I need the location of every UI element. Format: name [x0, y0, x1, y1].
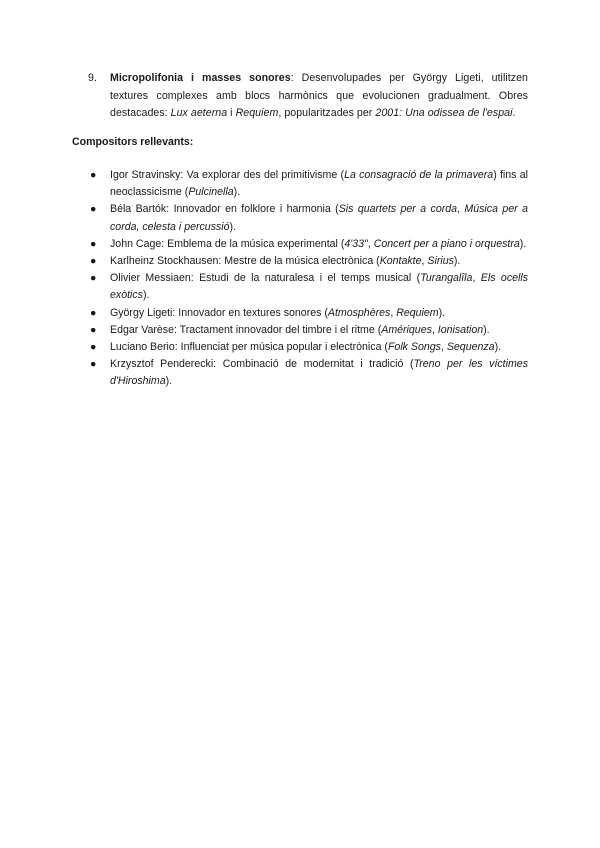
- composer-text: John Cage: Emblema de la música experimental (: [110, 237, 345, 250]
- composer-text: Igor Stravinsky: Va explorar des del primitivisme (: [110, 169, 345, 181]
- item-number: 9.: [88, 72, 97, 84]
- work-title: Treno per les víctimes d'Hiroshima: [110, 358, 528, 388]
- work-title: Amériques: [381, 323, 432, 336]
- work-title: Sirius: [427, 255, 454, 268]
- item-body: [110, 70, 528, 123]
- composer-list-item: [90, 356, 528, 390]
- composer-text: Béla Bartók: Innovador en folklore i harmonia (: [110, 203, 339, 216]
- composer-text: ).: [494, 341, 502, 354]
- composer-text: ).: [519, 237, 527, 250]
- section-heading: Compositors rellevants:: [72, 136, 194, 148]
- bullet-icon: ●: [90, 255, 97, 268]
- work-title: Sequenza: [446, 341, 495, 354]
- work-title: Folk Songs: [387, 341, 441, 354]
- bullet-icon: ●: [90, 358, 97, 371]
- composer-text: ).: [438, 306, 446, 319]
- composer-text: ,: [421, 255, 428, 268]
- composer-text: ,: [457, 203, 465, 216]
- composer-text: ,: [431, 323, 438, 336]
- bullet-icon: ●: [90, 203, 97, 216]
- composer-text: Edgar Varèse: Tractament innovador del timbre i el ritme (: [110, 323, 382, 336]
- composer-list-item: [90, 253, 528, 270]
- composer-list: [90, 167, 528, 391]
- composer-text: ).: [233, 186, 241, 199]
- work-title: Kontakte: [379, 255, 422, 268]
- composer-list-item: [90, 339, 528, 356]
- composer-list-item: [90, 305, 528, 322]
- bullet-icon: ●: [90, 272, 97, 285]
- work-title: Sis quartets per a corda: [338, 203, 458, 216]
- work-title: 4'33": [344, 237, 368, 250]
- item-text: i: [227, 107, 236, 120]
- composer-text: ,: [472, 272, 481, 285]
- item-title: Micropolifonia i masses sonores: [110, 72, 291, 84]
- composer-text: ).: [229, 220, 237, 233]
- work-title: 2001: Una odissea de l'espai: [375, 107, 513, 120]
- composer-text: ).: [483, 323, 490, 336]
- composer-text: Karlheinz Stockhausen: Mestre de la música electrònica (: [110, 255, 380, 268]
- work-title: Ionisation: [437, 323, 484, 336]
- work-title: Turangalîla: [420, 272, 473, 285]
- work-title: Pulcinella: [188, 186, 234, 199]
- composer-text: Luciano Berio: Influenciat per música popular i electrònica (: [110, 341, 388, 354]
- composer-list-item: [90, 236, 528, 253]
- work-title: Els ocells exòtics: [110, 272, 529, 302]
- composer-text: ).: [142, 289, 150, 302]
- composer-text: ,: [440, 341, 447, 354]
- work-title: Música per a corda, celesta i percussió: [110, 203, 528, 233]
- bullet-icon: ●: [90, 169, 97, 181]
- bullet-icon: ●: [90, 306, 97, 319]
- composer-list-item: [90, 270, 528, 304]
- composer-list-item: [90, 322, 528, 339]
- work-title: Concert per a piano i orquestra: [373, 237, 520, 250]
- composer-text: Krzysztof Penderecki: Combinació de modernitat i tradició (: [110, 358, 414, 371]
- composer-list-item: [90, 167, 528, 201]
- bullet-icon: ●: [90, 237, 97, 250]
- composer-text: György Ligeti: Innovador en textures sonores (: [110, 306, 328, 319]
- numbered-item-9: [90, 70, 528, 123]
- item-text: : Desenvolupades per György Ligeti, utilitzen textures complexes amb blocs harmònics que evolucionen gradualment. Obres destacades:: [110, 72, 528, 120]
- bullet-icon: ●: [90, 323, 97, 336]
- work-title: Requiem: [396, 306, 439, 319]
- composer-text: ,: [390, 306, 397, 319]
- item-text: .: [512, 107, 516, 120]
- work-title: Atmosphères: [327, 306, 391, 319]
- composer-text: ) fins al neoclassicisme (: [110, 169, 528, 199]
- work-title: Lux aeterna: [170, 107, 228, 120]
- composer-text: Olivier Messiaen: Estudi de la naturalesa i el temps musical (: [110, 272, 421, 285]
- composer-text: ,: [367, 237, 374, 250]
- composer-text: ).: [165, 375, 173, 388]
- bullet-icon: ●: [90, 341, 97, 354]
- work-title: Requiem: [235, 107, 279, 120]
- work-title: La consagració de la primavera: [344, 169, 494, 181]
- composer-list-item: [90, 201, 528, 235]
- item-text: , popularitzades per: [278, 107, 376, 120]
- composer-text: ).: [453, 255, 461, 268]
